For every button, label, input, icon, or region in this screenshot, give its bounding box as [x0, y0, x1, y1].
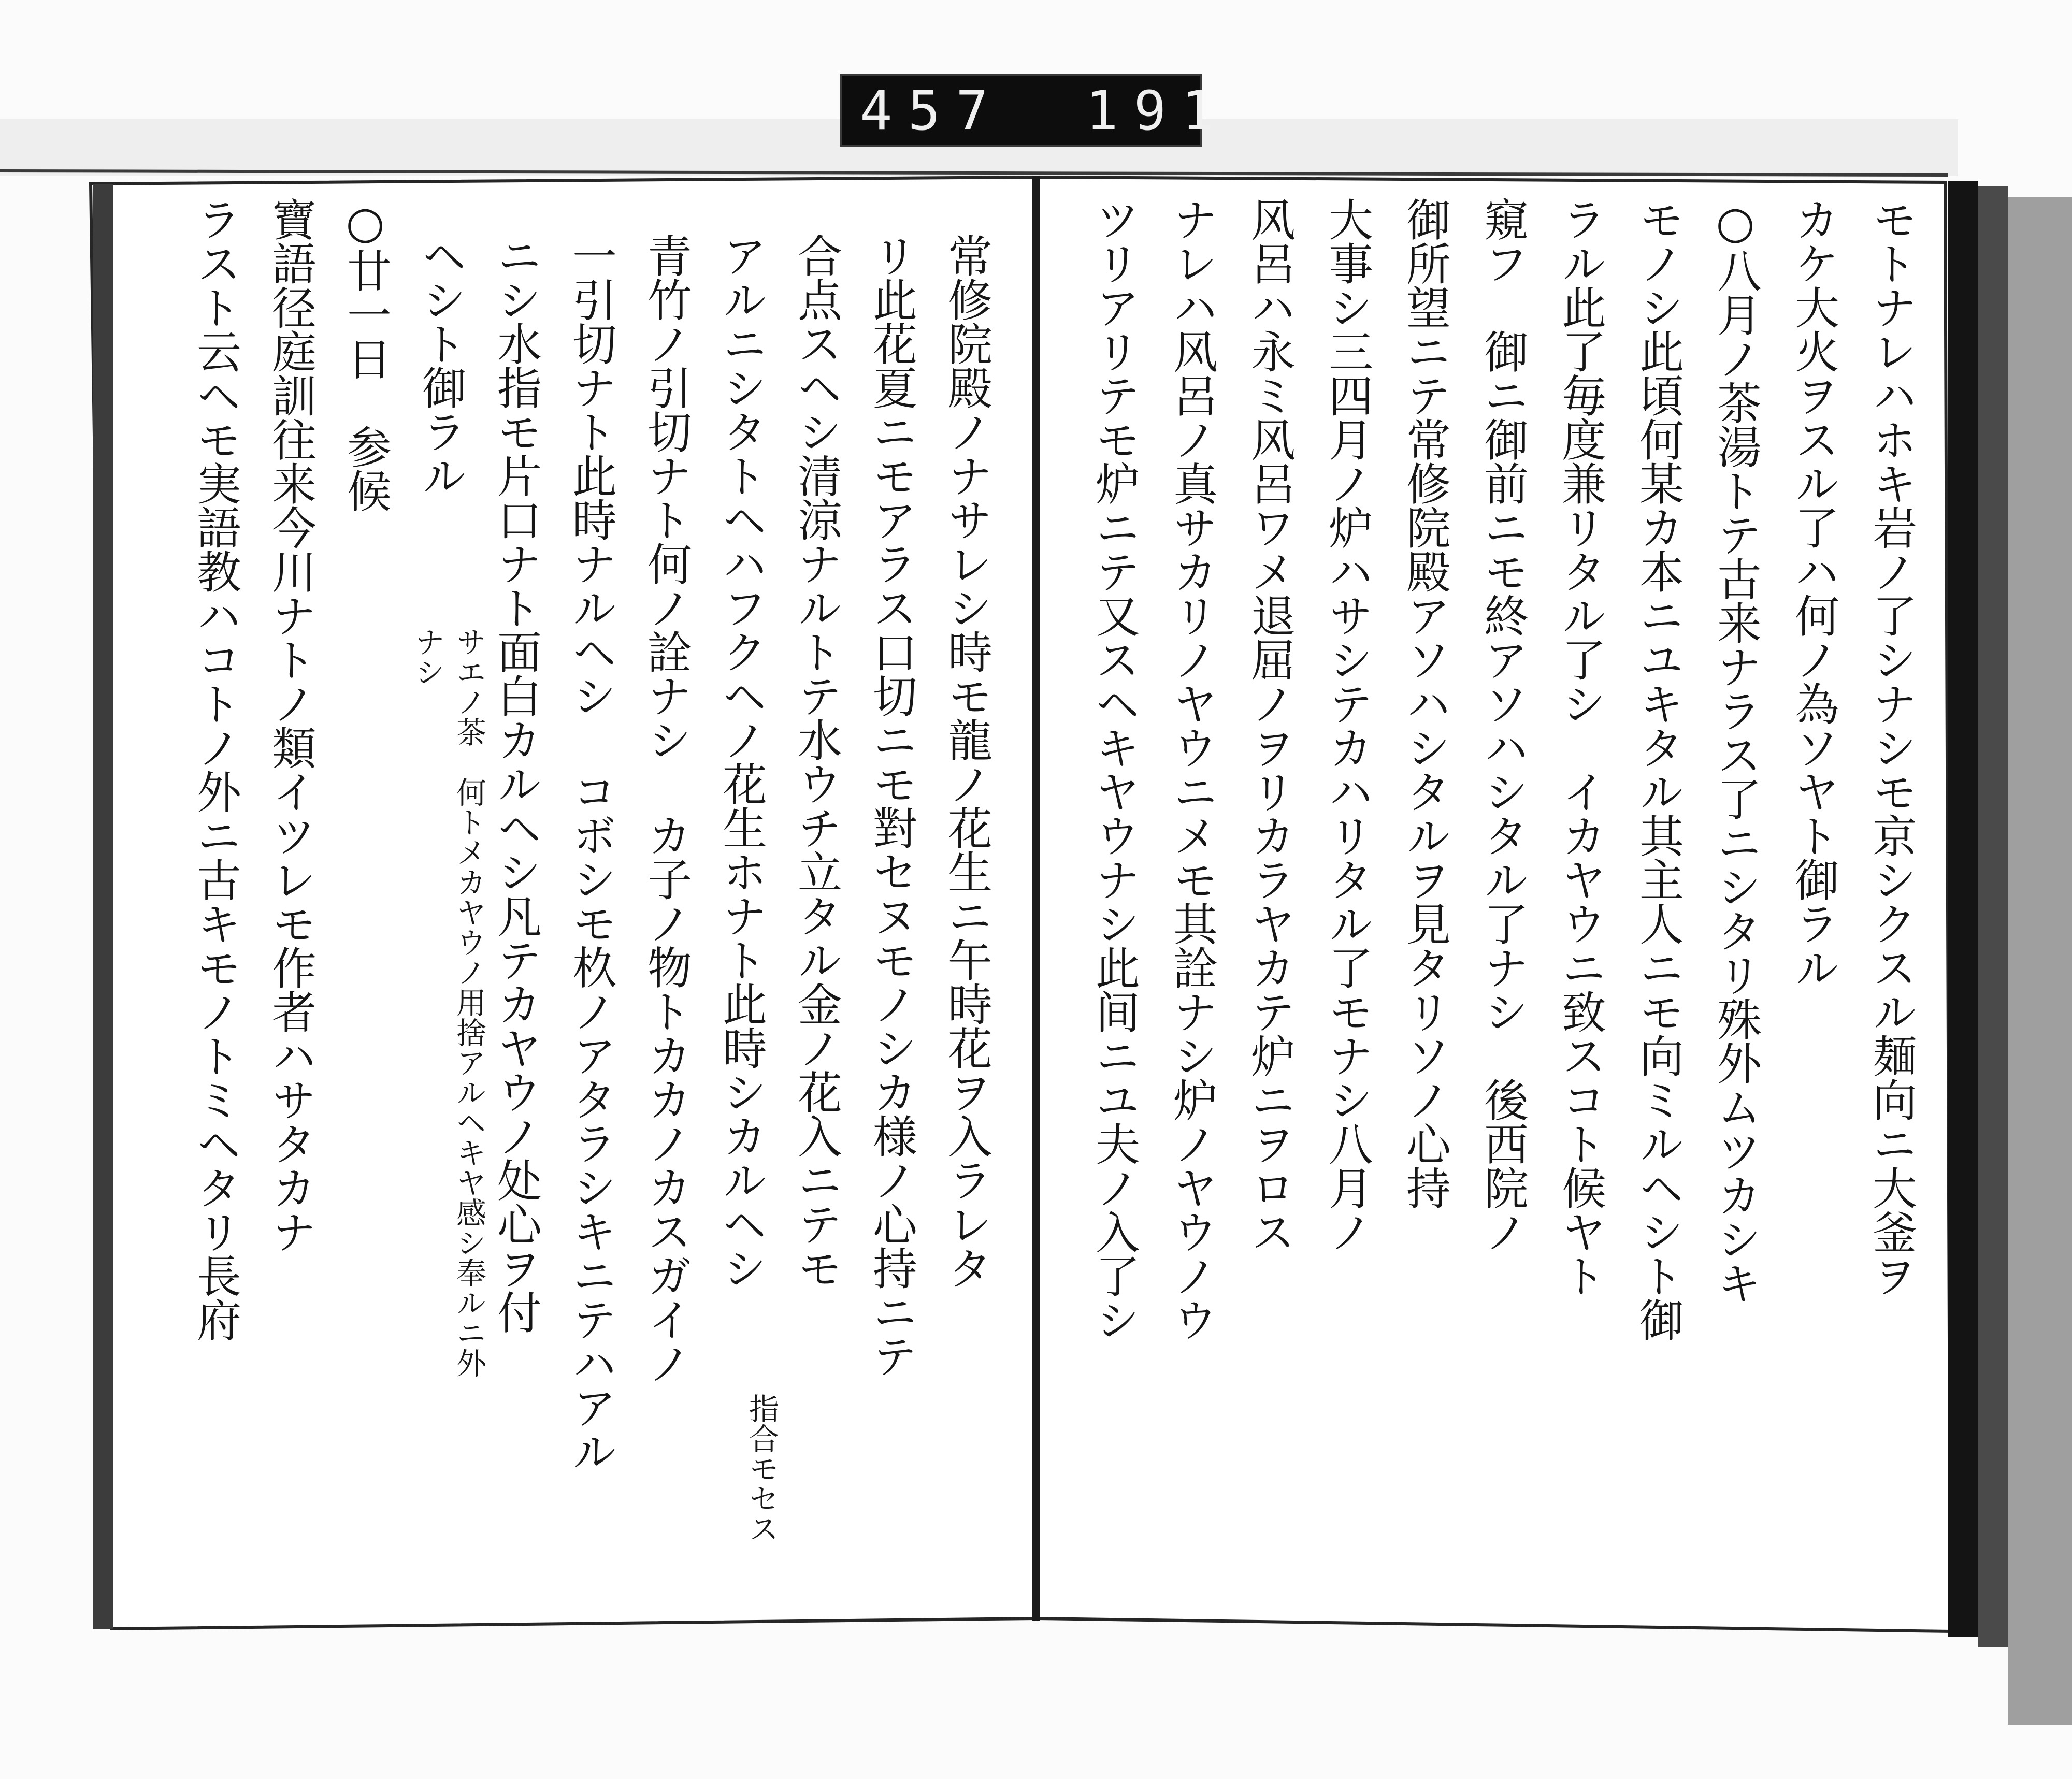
- right-page: [1049, 197, 1945, 1606]
- catalog-label: [840, 74, 1230, 147]
- text-column: モノシ此頃何某カ本ニユキタル其主人ニモ向ミルヘシト御: [1632, 197, 1684, 1341]
- text-column: ヘシト御ラル: [414, 233, 466, 497]
- text-column: 风呂ハ永ミ风呂ワメ退屈ノヲリカラヤカテ炉ニヲロス: [1243, 197, 1295, 1253]
- text-column: ラスト云ヘモ実語教ハコトノ外ニ古キモノトミヘタリ長府: [189, 197, 241, 1341]
- text-column: アルニシタトヘハフクヘノ花生ホナト此時シカルヘシ: [715, 233, 767, 1290]
- text-column: ○八月ノ茶湯トテ古来ナラス了ニシタリ殊外ムツカシキ: [1709, 197, 1761, 1305]
- label-number-right: 191: [1086, 79, 1230, 142]
- text-column: 常修院殿ノナサレシ時モ龍ノ花生ニ午時花ヲ入ラレタ: [940, 233, 992, 1290]
- left-page: [127, 197, 1028, 1606]
- text-column: 合点スヘシ清涼ナルトテ水ウチ立タル金ノ花入ニテモ: [790, 233, 842, 1290]
- text-column: モトナレハホキ岩ノ了シナシモ京シクスル麺向ニ大釜ヲ: [1865, 197, 1917, 1297]
- text-column: ナレハ风呂ノ真サカリノヤウニメモ其詮ナシ炉ノヤウノウ: [1166, 197, 1217, 1341]
- label-number-left: 457: [860, 79, 1004, 142]
- text-column: 一引切ナト此時ナルヘシ コボシモ杦ノアタラシキニテハアル: [565, 233, 616, 1473]
- text-column: リ此花夏ニモアラス口切ニモ對セヌモノシカ様ノ心持ニテ: [865, 233, 917, 1378]
- text-column: カケ大火ヲスル了ハ何ノ為ソヤト御ラル: [1787, 197, 1839, 989]
- interlinear-note: サエノ茶 何トメカヤウノ用捨アルヘキヤ感シ奉ルニ外ナシ: [410, 627, 486, 1378]
- text-column: ニシ水指モ片口ナト面白カルヘシ凡テカヤウノ处心ヲ付: [490, 233, 541, 1334]
- text-column: 御所望ニテ常修院殿アソハシタルヲ見タリソノ心持: [1399, 197, 1450, 1209]
- text-column: ラル此了毎度兼リタル了シ イカヤウニ致スコト候ヤト: [1554, 197, 1606, 1297]
- text-column: 大事シ三四月ノ炉ハサシテカハリタル了モナシ八月ノ: [1321, 197, 1373, 1253]
- entry-heading: ○廿一日 参候: [339, 197, 391, 512]
- text-column: ツリアリテモ炉ニテ又スヘキヤウナシ此间ニユ夫ノ入了シ: [1088, 197, 1140, 1341]
- text-column: 寶語径庭訓往来今川ナトノ類イツレモ作者ハサタカナ: [264, 197, 316, 1253]
- text-column: 窺フ 御ニ御前ニモ終アソハシタル了ナシ 後西院ノ: [1476, 197, 1528, 1253]
- interlinear-note: 指合モセス: [744, 1393, 779, 1543]
- text-column: 青竹ノ引切ナト何ノ詮ナシ カ子ノ物トカカノカスガイノ: [640, 233, 692, 1385]
